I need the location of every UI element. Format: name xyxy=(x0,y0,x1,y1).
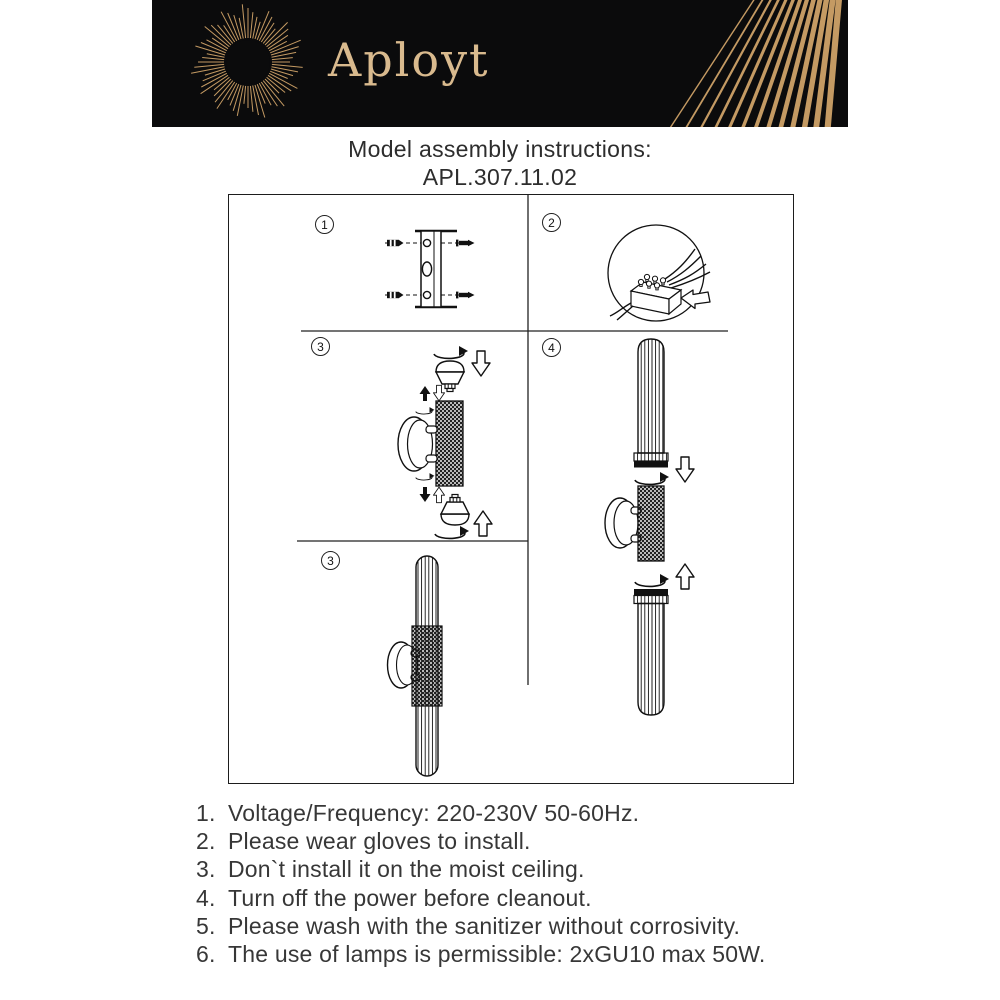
panel-number-4: 4 xyxy=(542,338,561,357)
up-arrow-icon xyxy=(676,564,694,589)
panel-number-2: 2 xyxy=(542,213,561,232)
up-arrow-icon xyxy=(474,511,492,536)
item-number: 4. xyxy=(196,884,216,911)
page-title: Model assembly instructions: xyxy=(348,136,652,162)
item-number: 5. xyxy=(196,912,216,939)
down-arrow-icon xyxy=(676,457,694,482)
item-text: Voltage/Frequency: 220-230V 50-60Hz. xyxy=(228,800,640,826)
item-text: Turn off the power before cleanout. xyxy=(228,884,592,911)
brand-banner xyxy=(152,0,848,127)
instruction-list xyxy=(196,799,856,968)
rotate-arrow-icon xyxy=(435,526,469,538)
instruction-item xyxy=(196,799,856,827)
item-text: The use of lamps is permissible: 2xGU10 max 50W. xyxy=(228,941,766,968)
rotate-arrow-icon xyxy=(416,473,435,480)
knurled-body xyxy=(638,486,664,561)
rotate-arrow-icon xyxy=(416,407,435,414)
rotate-arrow-icon xyxy=(434,346,468,358)
instruction-item xyxy=(196,940,856,968)
fluted-tube-bottom xyxy=(638,604,664,716)
model-number: APL.307.11.02 xyxy=(422,164,578,190)
knurled-body xyxy=(412,626,442,706)
assembled-lamp-diagram xyxy=(388,556,443,776)
bulb-install-diagram xyxy=(398,346,492,538)
item-number: 6. xyxy=(196,941,216,968)
rotate-arrow-icon xyxy=(635,472,669,484)
wiring-detail-diagram xyxy=(608,225,710,321)
item-text: Please wash with the sanitizer without corrosivity. xyxy=(228,912,741,939)
wall-bracket-diagram xyxy=(385,231,475,307)
instruction-item xyxy=(196,884,856,912)
panel-number-5: 3 xyxy=(321,551,340,570)
item-number: 2. xyxy=(196,828,216,855)
instruction-item xyxy=(196,855,856,883)
gu10-bulb-icon xyxy=(441,495,469,526)
diffuser-install-diagram xyxy=(605,339,694,715)
corner-rays-icon xyxy=(152,0,848,127)
instruction-item xyxy=(196,827,856,855)
down-arrow-icon xyxy=(433,385,444,401)
banner-rays xyxy=(534,0,848,127)
item-text: Please wear gloves to install. xyxy=(228,828,531,855)
item-text: Don`t install it on the moist ceiling. xyxy=(228,856,585,883)
assembly-diagram-canvas xyxy=(229,195,792,782)
fluted-tube-top xyxy=(638,339,664,453)
up-arrow-icon xyxy=(433,487,444,503)
item-number: 1. xyxy=(196,800,216,826)
brand-wordmark: Aployt xyxy=(328,33,490,87)
assembly-diagram xyxy=(228,194,794,784)
down-arrow-icon xyxy=(420,487,431,502)
rotate-arrow-icon xyxy=(635,574,669,586)
panel-number-1: 1 xyxy=(315,215,334,234)
panel-number-3: 3 xyxy=(311,337,330,356)
item-number: 3. xyxy=(196,856,216,883)
instruction-item xyxy=(196,912,856,940)
down-arrow-icon xyxy=(472,351,490,376)
knurled-body xyxy=(436,401,463,486)
up-arrow-icon xyxy=(420,386,431,401)
wall-anchor-icon xyxy=(387,292,404,298)
wall-anchor-icon xyxy=(387,240,404,246)
